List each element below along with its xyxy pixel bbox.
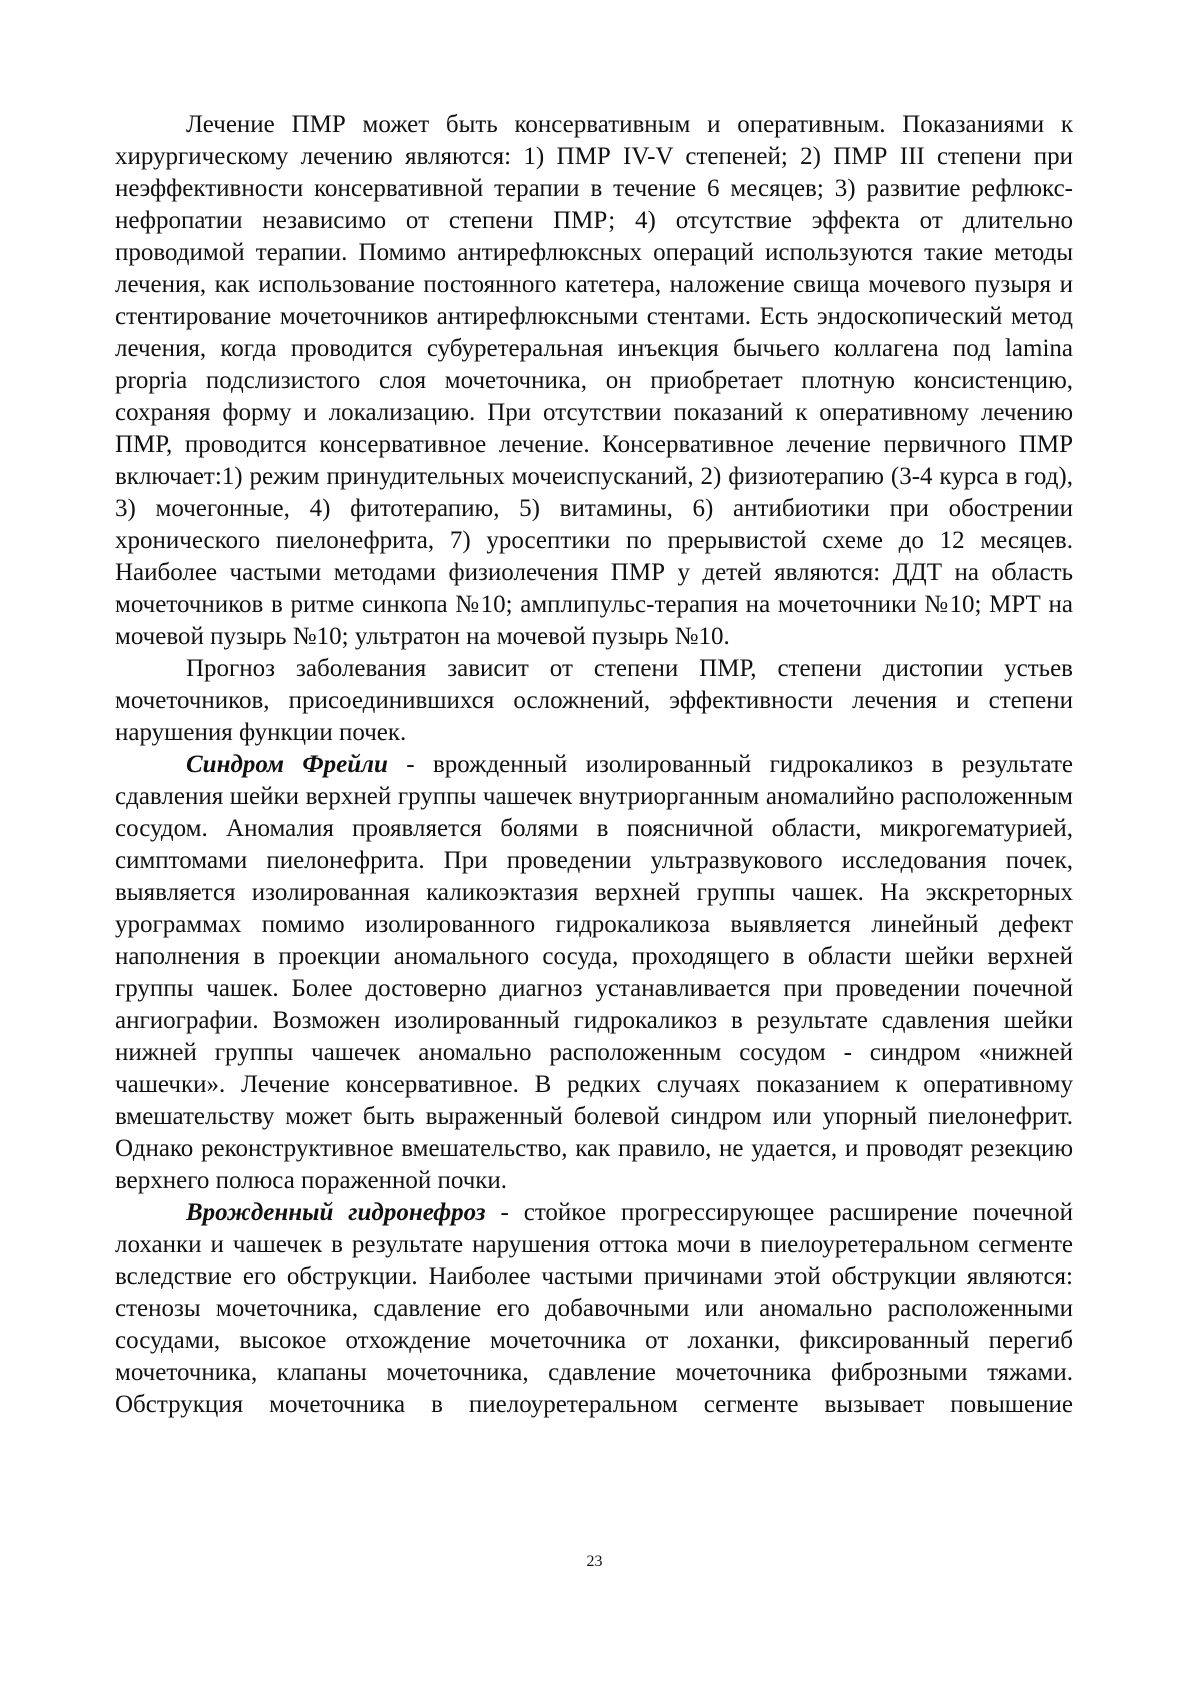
paragraph-hydronephrosis bbox=[115, 1197, 1073, 1421]
term-heading: Синдром Фрейли bbox=[186, 751, 388, 778]
paragraph-text: Прогноз заболевания зависит от степени ПМР, степени дистопии устьев мочеточников, присоединившихся осложнений, эффективности лечения и степени нарушения функции почек. bbox=[115, 655, 1073, 746]
paragraph-text: Лечение ПМР может быть консервативным и оперативным. Показаниями к хирургическому лечению являются: 1) ПМР IV-V степеней; 2) ПМР III степени при неэффективности консервативной терапии в течение 6 месяцев; 3) развитие рефлюкс-нефропатии независимо от степени ПМР; 4) отсутствие эффекта от длительно проводимой терапии. Помимо антирефлюксных операций используются такие методы лечения, как использование постоянного катетера, наложение свища мочевого пузыря и стентирование мочеточников антирефлюксными стентами. Есть эндоскопический метод лечения, когда проводится субуретеральная инъекция бычьего коллагена под lamina propria подслизистого слоя мочеточника, он приобретает плотную консистенцию, сохраняя форму и локализацию. При отсутствии показаний к оперативному лечению ПМР, проводится консервативное лечение. Консервативное лечение первичного ПМР включает:1) режим принудительных мочеиспусканий, 2) физиотерапию (3-4 курса в год), 3) мочегонные, 4) фитотерапию, 5) витамины, 6) антибиотики при обострении хронического пиелонефрита, 7) уросептики по прерывистой схеме до 12 месяцев. Наиболее частыми методами физиолечения ПМР у детей являются: ДДТ на область мочеточников в ритме синкопа №10; амплипульс-терапия на мочеточники №10; МРТ на мочевой пузырь №10; ультратон на мочевой пузырь №10. bbox=[115, 111, 1073, 650]
paragraph-text: - врожденный изолированный гидрокаликоз в результате сдавления шейки верхней группы чашечек внутриорганным аномалийно расположенным сосудом. Аномалия проявляется болями в поясничной области, микрогематурией, симптомами пиелонефрита. При проведении ультразвукового исследования почек, выявляется изолированная каликоэктазия верхней группы чашек. На экскреторных урограммах помимо изолированного гидрокаликоза выявляется линейный дефект наполнения в проекции аномального сосуда, проходящего в области шейки верхней группы чашек. Более достоверно диагноз устанавливается при проведении почечной ангиографии. Возможен изолированный гидрокаликоз в результате сдавления шейки нижней группы чашечек аномально расположенным сосудом - синдром «нижней чашечки». Лечение консервативное. В редких случаях показанием к оперативному вмешательству может быть выраженный болевой синдром или упорный пиелонефрит. Однако реконструктивное вмешательство, как правило, не удается, и проводят резекцию верхнего полюса пораженной почки. bbox=[115, 751, 1073, 1194]
body-text bbox=[115, 109, 1073, 1421]
term-heading: Врожденный гидронефроз bbox=[186, 1199, 486, 1226]
paragraph-fraley-syndrome bbox=[115, 749, 1073, 1197]
paragraph-prognosis bbox=[115, 653, 1073, 749]
paragraph-text: - стойкое прогрессирующее расширение почечной лоханки и чашечек в результате нарушения оттока мочи в пиелоуретеральном сегменте вследствие его обструкции. Наиболее частыми причинами этой обструкции являются: стенозы мочеточника, сдавление его добавочными или аномально расположенными сосудами, высокое отхождение мочеточника от лоханки, фиксированный перегиб мочеточника, клапаны мочеточника, сдавление мочеточника фиброзными тяжами. Обструкция мочеточника в пиелоуретеральном сегменте вызывает повышение bbox=[115, 1199, 1073, 1418]
page-number: 23 bbox=[586, 1553, 603, 1570]
paragraph-treatment bbox=[115, 109, 1073, 653]
